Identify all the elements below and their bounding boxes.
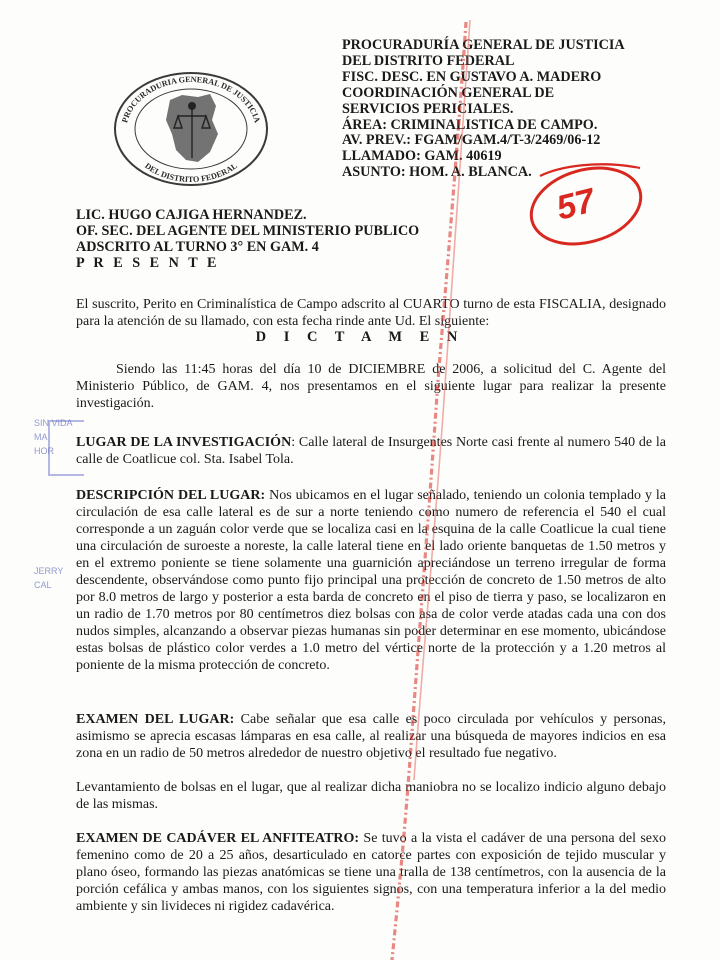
- seal-text-top: PROCURADURIA GENERAL DE JUSTICIA: [120, 74, 262, 124]
- header-line: COORDINACIÓN GENERAL DE: [342, 84, 555, 101]
- pgj-seal-logo: [112, 70, 270, 188]
- section-examen-cadaver: [76, 830, 666, 915]
- stamp-line: HOR: [34, 446, 54, 456]
- intro-paragraph: El suscrito, Perito en Criminalística de Campo adscrito al CUARTO turno de esta FISCALIA, designado para la atención de su llamado, con esta fecha rinde ante Ud. El siguiente:: [76, 297, 666, 329]
- addressee-block: [76, 207, 596, 271]
- addressee-greeting: P R E S E N T E: [76, 255, 220, 271]
- header-line: ASUNTO: HOM. A. BLANCA.: [342, 164, 532, 181]
- section-examen-lugar-text: Cabe señalar que esa calle es poco circulada por vehículos y personas, asimismo se aprecia escasas lámparas en esa calle, al realizar una búsqueda de mayores indicios en esa zona en un radio de 50 metros alrededor de nuestro objetivo el resultado fue negativo.: [76, 712, 666, 761]
- stamp-line: SIN VIDA: [34, 418, 73, 428]
- document-header: [342, 38, 702, 181]
- section-examen-lugar: [76, 711, 666, 762]
- folio-number: 57: [552, 181, 599, 228]
- opening-text: Siendo las 11:45 horas del día 10 de DICIEMBRE de 2006, a solicitud del C. Agente del Ministerio Público, de GAM. 4, nos presentamos en el siguiente lugar para realizar la presente investigación.: [76, 362, 666, 411]
- section-lugar-heading: LUGAR DE LA INVESTIGACIÓN: [76, 435, 292, 450]
- section-examen-cadaver-text: Se tuvo a la vista el cadáver de una persona del sexo femenino como de 20 a 25 años, desarticulado en catorce partes con exposición de tejido muscular y plano óseo, formando las piezas anatómicas se tiene una tralla de 138 centímetros, con la ausencia de la porción cefálica y ambas manos, con los siguientes signos, con una temperatura inferior a la del medio ambiente y sin livideces ni rigidez cadavérica.: [76, 831, 666, 914]
- margin-stamp: [34, 418, 74, 628]
- addressee-title: OF. SEC. DEL AGENTE DEL MINISTERIO PUBLICO: [76, 223, 420, 239]
- header-line: FISC. DESC. EN GUSTAVO A. MADERO: [342, 68, 602, 85]
- addressee-name: LIC. HUGO CAJIGA HERNANDEZ.: [76, 207, 307, 223]
- opening-paragraph: [76, 361, 666, 412]
- header-line: PROCURADURÍA GENERAL DE JUSTICIA: [342, 37, 625, 53]
- header-line: LLAMADO: GAM. 40619: [342, 148, 502, 165]
- stamp-line: CAL: [34, 580, 52, 590]
- dictamen-heading: D I C T A M E N: [255, 329, 465, 345]
- svg-text:DEL DISTRITO FEDERAL: [143, 161, 239, 184]
- header-line: DEL DISTRITO FEDERAL: [342, 52, 515, 69]
- section-lugar-text: : Calle lateral de Insurgentes Norte casi frente al numero 540 de la calle de Coatlicue col. Sta. Isabel Tola.: [76, 435, 666, 467]
- section-descripcion-text: Nos ubicamos en el lugar señalado, teniendo un colonia templado y la circulación de esa calle lateral es de sur a norte teniendo como numero de referencia el 540 el cual corresponde a un zaguán color verde que se localiza casi en la esquina de la calle Coatlicue la cual tiene una circulación de suroeste a noreste, la calle lateral tiene en el lado oriente banquetas de 1.50 metros y en el extremo poniente se tiene solamente una guarnición apreciándose un terreno irregular de forma descendente, observándose como punto fijo principal una protección de concreto de 1.50 metros de alto por 8.0 metros de largo y posterior a esta barda de concreto en el piso de tierra y paso, se localizaron en un radio de 1.70 metros por 80 centímetros diez bolsas con asa de color verde atadas cada una con dos nudos simples, alcanzando a observar piezas humanas sin poder determinar en ese momento, ubicándose estas bolsas de plástico color verdes a 1.0 metro del vértice norte de la protección y a 1.20 metros al poniente de la misma protección de concreto.: [76, 488, 667, 673]
- section-examen-cadaver-heading: EXAMEN DE CADÁVER EL ANFITEATRO:: [76, 831, 360, 846]
- stamp-line: JERRY: [34, 566, 64, 576]
- header-line: ÁREA: CRIMINALISTICA DE CAMPO.: [342, 116, 598, 133]
- header-line: AV. PREV.: FGAM/GAM.4/T-3/2469/06-12: [342, 132, 601, 149]
- section-lugar: [76, 434, 666, 468]
- seal-text-bottom: DEL DISTRITO FEDERAL: [143, 161, 239, 185]
- stamp-line: MA: [34, 432, 48, 442]
- addressee-assignment: ADSCRITO AL TURNO 3° EN GAM. 4: [76, 239, 319, 255]
- header-line: SERVICIOS PERICIALES.: [342, 100, 514, 117]
- section-descripcion-heading: DESCRIPCIÓN DEL LUGAR:: [76, 488, 266, 503]
- section-examen-lugar-followup: Levantamiento de bolsas en el lugar, que al realizar dicha maniobra no se localizo indicio alguno debajo de las mismas.: [76, 780, 666, 812]
- section-examen-lugar-heading: EXAMEN DEL LUGAR:: [76, 712, 235, 727]
- section-descripcion: [76, 487, 666, 674]
